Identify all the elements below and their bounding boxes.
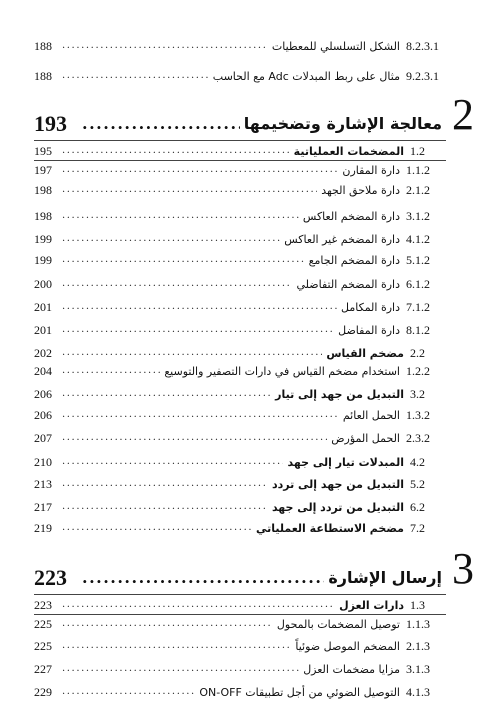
chapter-heading: [34, 90, 474, 139]
entry-title: مضخم الاستطاعة العملياتي: [255, 521, 404, 535]
leader-dots: [82, 568, 324, 587]
entry-number: 9.2.3.1: [406, 68, 439, 83]
leader-dots: [62, 617, 273, 631]
entry-page: 188: [34, 68, 52, 83]
leader-dots: [62, 455, 283, 469]
leader-dots: [62, 364, 160, 378]
entry-page: 213: [34, 476, 52, 491]
chapter-number: 3: [452, 544, 474, 593]
toc-entry: [34, 250, 446, 270]
toc-entry: [34, 474, 446, 494]
entry-number: 5.1.2: [406, 252, 430, 267]
toc-entry: [34, 66, 446, 86]
toc-entry: [34, 361, 446, 381]
entry-title: التبديل من تردد إلى جهد: [271, 500, 404, 514]
entry-number: 8.1.2: [406, 322, 430, 337]
leader-dots: [62, 408, 339, 422]
leader-dots: [62, 183, 317, 197]
toc-entry: [34, 274, 446, 294]
entry-page: 225: [34, 638, 52, 653]
toc-entry: [34, 141, 446, 161]
leader-dots: [62, 598, 335, 612]
entry-title: دارة ملاحق الجهد: [321, 183, 400, 197]
entry-title: التوصيل الضوئي من أجل تطبيقات ON-OFF: [199, 685, 400, 699]
entry-page: 217: [34, 499, 52, 514]
toc-entry: [34, 682, 446, 702]
toc-entry: [34, 405, 446, 425]
entry-title: دارة المضخم التفاضلي: [296, 277, 400, 291]
entry-page: 198: [34, 182, 52, 197]
leader-dots: [62, 639, 291, 653]
chapter-page: 223: [34, 565, 67, 590]
entry-number: 2.1.3: [406, 638, 430, 653]
entry-page: 199: [34, 252, 52, 267]
entry-page: 202: [34, 345, 52, 360]
entry-number: 1.1.3: [406, 616, 430, 631]
entry-page: 210: [34, 454, 52, 469]
leader-dots: [62, 144, 290, 158]
entry-number: 1.2: [410, 143, 425, 158]
entry-page: 229: [34, 684, 52, 699]
leader-dots: [62, 209, 299, 223]
toc-entry: [34, 160, 446, 180]
leader-dots: [62, 39, 268, 53]
entry-title: دارة المفاضل: [338, 323, 400, 337]
entry-page: 201: [34, 299, 52, 314]
entry-title: دارة المضخم العاكس: [302, 209, 400, 223]
toc-entry: [34, 452, 446, 472]
chapter-title: إرسال الإشارة: [328, 568, 442, 587]
entry-title: دارة المكامل: [341, 300, 400, 314]
leader-dots: [62, 521, 252, 535]
entry-number: 7.1.2: [406, 299, 430, 314]
chapter-title: معالجة الإشارة وتضخيمها: [243, 114, 442, 133]
entry-page: 199: [34, 231, 52, 246]
entry-number: 1.3: [410, 597, 425, 612]
entry-number: 8.2.3.1: [406, 38, 439, 53]
entry-number: 2.1.2: [406, 182, 430, 197]
chapter-number: 2: [452, 90, 474, 139]
entry-title: مثال على ربط المبدلات Adc مع الحاسب: [212, 69, 400, 83]
entry-number: 1.2.2: [406, 363, 430, 378]
leader-dots: [62, 477, 268, 491]
entry-page: 188: [34, 38, 52, 53]
entry-title: مضخم القياس: [326, 346, 404, 360]
entry-title: دارة المقارن: [342, 163, 400, 177]
entry-number: 3.1.3: [406, 661, 430, 676]
leader-dots: [62, 277, 292, 291]
entry-page: 200: [34, 276, 52, 291]
toc-entry: [34, 229, 446, 249]
leader-dots: [62, 346, 322, 360]
entry-title: توصيل المضخمات بالمحول: [276, 617, 400, 631]
entry-number: 5.2: [410, 476, 425, 491]
entry-page: 201: [34, 322, 52, 337]
leader-dots: [62, 387, 271, 401]
leader-dots: [62, 500, 268, 514]
toc-entry: [34, 206, 446, 226]
chapter-page: 193: [34, 111, 67, 136]
entry-number: 1.1.2: [406, 162, 430, 177]
entry-number: 4.2: [410, 454, 425, 469]
entry-title: استخدام مضخم القياس في دارات التصفير والتوسيع: [164, 364, 400, 378]
toc-entry: [34, 659, 446, 679]
entry-page: 198: [34, 208, 52, 223]
entry-number: 6.2: [410, 499, 425, 514]
leader-dots: [62, 662, 299, 676]
leader-dots: [62, 232, 280, 246]
entry-number: 4.1.3: [406, 684, 430, 699]
entry-page: 219: [34, 520, 52, 535]
entry-page: 225: [34, 616, 52, 631]
toc-entry: [34, 384, 446, 404]
leader-dots: [62, 163, 338, 177]
entry-page: 204: [34, 363, 52, 378]
toc-entry: [34, 180, 446, 200]
entry-page: 206: [34, 407, 52, 422]
entry-title: دارة المضخم الجامع: [308, 253, 400, 267]
entry-page: 195: [34, 143, 52, 158]
entry-title: مزايا مضخمات العزل: [303, 662, 400, 676]
entry-number: 4.1.2: [406, 231, 430, 246]
entry-page: 207: [34, 430, 52, 445]
entry-number: 3.2: [410, 386, 425, 401]
entry-number: 2.3.2: [406, 430, 430, 445]
chapter-heading: [34, 544, 474, 593]
leader-dots: [62, 685, 195, 699]
toc-entry: [34, 595, 446, 615]
entry-title: دارات العزل: [339, 598, 404, 612]
toc-entry: [34, 428, 446, 448]
entry-title: الشكل التسلسلي للمعطيات: [271, 39, 400, 53]
entry-number: 2.2: [410, 345, 425, 360]
toc-entry: [34, 614, 446, 634]
entry-title: التبديل من جهد إلى تيار: [275, 387, 404, 401]
entry-title: الحمل المؤرض: [331, 431, 400, 445]
entry-number: 3.1.2: [406, 208, 430, 223]
leader-dots: [62, 253, 305, 267]
toc-entry: [34, 343, 446, 363]
entry-title: المبدلات تيار إلى جهد: [287, 455, 404, 469]
entry-title: المضخمات العملياتية: [293, 144, 404, 158]
entry-title: دارة المضخم غير العاكس: [284, 232, 400, 246]
entry-title: الحمل العائم: [342, 408, 400, 422]
entry-page: 227: [34, 661, 52, 676]
toc-entry: [34, 518, 446, 538]
toc-entry: [34, 297, 446, 317]
entry-number: 6.1.2: [406, 276, 430, 291]
leader-dots: [62, 323, 334, 337]
leader-dots: [82, 114, 240, 133]
leader-dots: [62, 431, 327, 445]
leader-dots: [62, 300, 337, 314]
entry-page: 197: [34, 162, 52, 177]
entry-title: المضخم الموصل ضوئياً: [295, 639, 400, 653]
entry-number: 7.2: [410, 520, 425, 535]
entry-number: 1.3.2: [406, 407, 430, 422]
leader-dots: [62, 69, 209, 83]
entry-page: 223: [34, 597, 52, 612]
toc-entry: [34, 36, 446, 56]
toc-entry: [34, 497, 446, 517]
entry-page: 206: [34, 386, 52, 401]
toc-entry: [34, 320, 446, 340]
toc-entry: [34, 636, 446, 656]
entry-title: التبديل من جهد إلى تردد: [271, 477, 404, 491]
